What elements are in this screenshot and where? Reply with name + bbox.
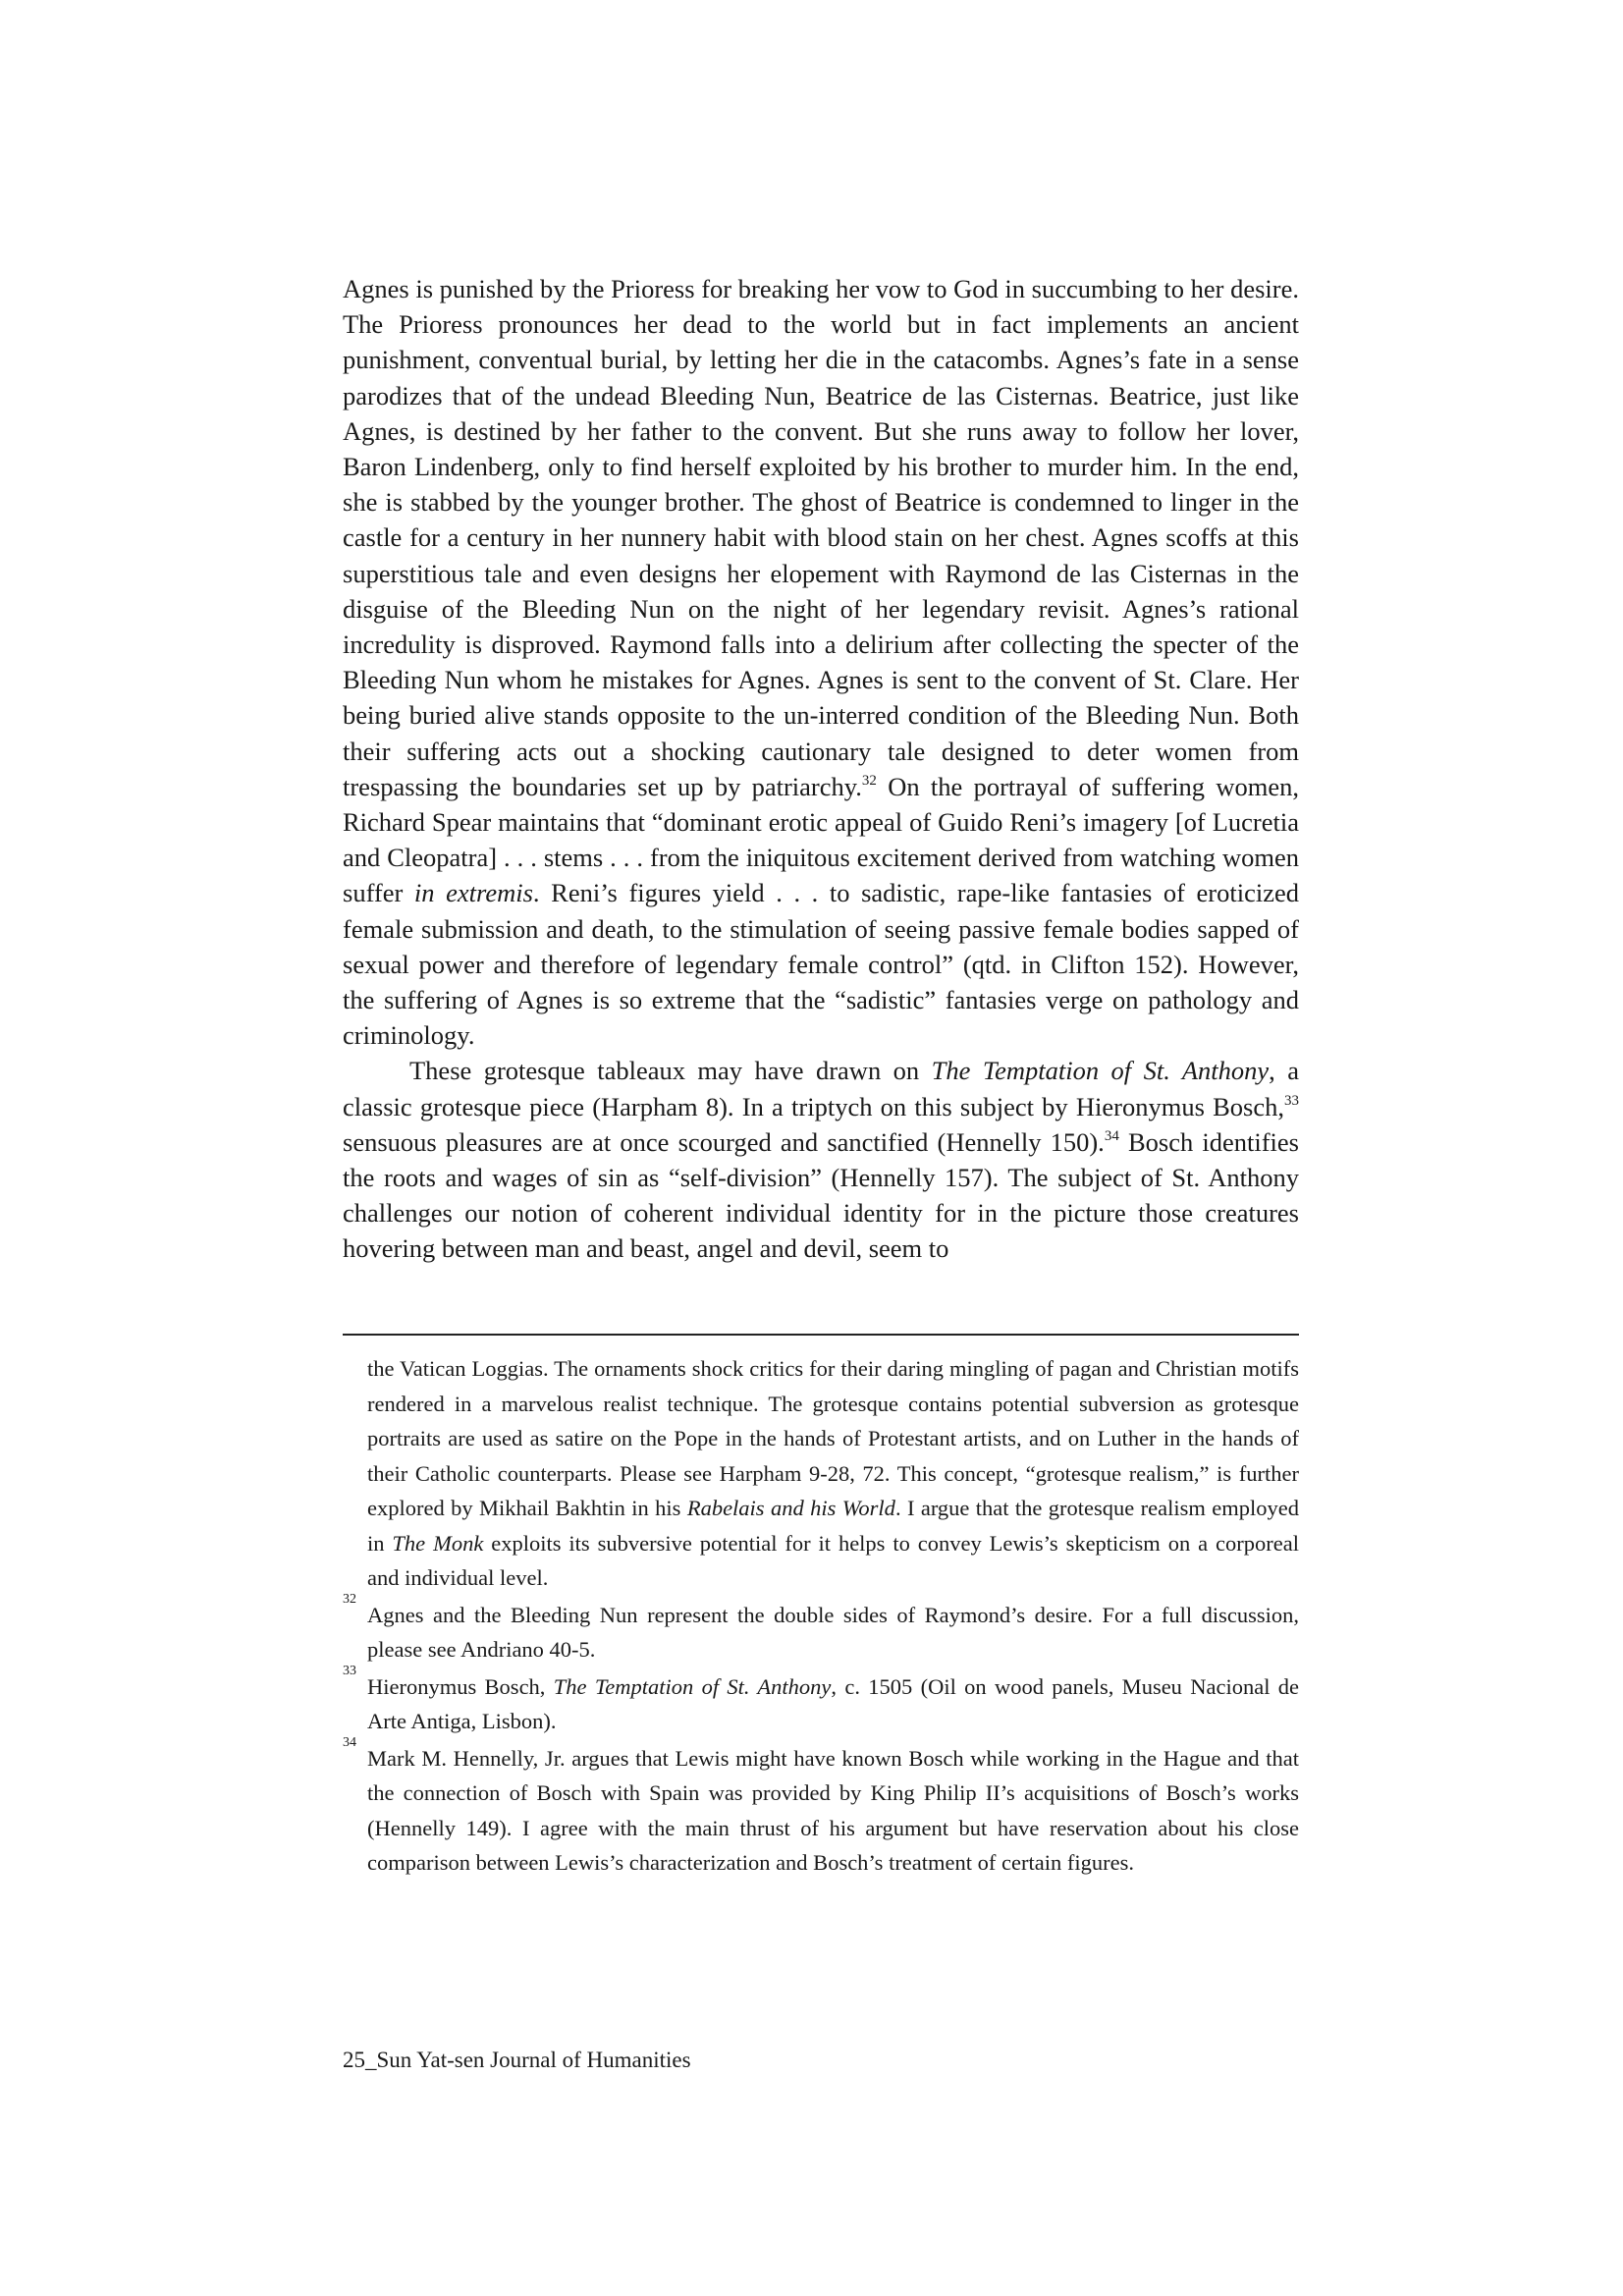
- footnote-continued: [343, 1351, 1299, 1596]
- paragraph-2-artwork-title: The Temptation of St. Anthony: [931, 1056, 1270, 1086]
- paragraph-1-text-d: . Reni’s figures yield . . . to sadistic, rape-like fantasies of eroticized female submission and death, to the stimulation of seeing passive female bodies sapped of sexual power and therefore of legendary female control” (qtd. in Clifton 152). However, the suffering of Agnes is so extreme that the “sadistic” fantasies verge on pathology and criminology.: [343, 878, 1299, 1051]
- footnote-continued-book-title: Rabelais and his World: [686, 1496, 895, 1520]
- paragraph-2-text-e: Bosch identifies the roots and wages of sin as “self-division” (Hennelly 157). The subject of St. Anthony challenges our notion of coherent individual identity for in the picture those creatures hovering between man and beast, angel and devil, seem to: [343, 1126, 1299, 1264]
- paragraph-2-text-a: These grotesque tableaux may have drawn on: [409, 1056, 932, 1086]
- footnote-number: 34: [343, 1734, 356, 1750]
- paragraph-2-text-c: , a classic grotesque piece (Harpham 8). In a triptych on this subject by Hieronymus Bosch,: [343, 1056, 1299, 1121]
- footnote-ref-34[interactable]: 34: [1104, 1127, 1119, 1144]
- paragraph-1: [343, 271, 1299, 1053]
- footnote-text: Hieronymus Bosch,: [367, 1673, 554, 1699]
- footnote-separator-rule: [343, 1334, 1299, 1336]
- footnote-text: , c. 1505 (Oil on wood panels, Museu Nacional de Arte Antiga, Lisbon).: [367, 1673, 1300, 1733]
- paragraph-2-text-d: sensuous pleasures are at once scourged and sanctified (Hennelly 150).: [343, 1126, 1105, 1157]
- page-footer: 25_Sun Yat-sen Journal of Humanities: [343, 2048, 691, 2072]
- footnote-text: Mark M. Hennelly, Jr. argues that Lewis might have known Bosch while working in the Hague and that the connection of Bosch with Spain was provided by King Philip II’s acquisitions of Bosch’s works (Hennelly 149). I agree with the main thrust of his argument but have reservation about his close comparison between Lewis’s characterization and Bosch’s treatment of certain figures.: [367, 1745, 1299, 1875]
- paragraph-1-italic-term: in extremis: [413, 878, 533, 908]
- footnote-continued-novel-title: The Monk: [392, 1530, 484, 1556]
- footnote-number: 33: [343, 1663, 356, 1678]
- footnote-number: 32: [343, 1591, 356, 1607]
- footnote-continued-text-a: the Vatican Loggias. The ornaments shock critics for their daring mingling of pagan and Christian motifs rendered in a marvelous realist technique. The grotesque contains potential subversion as grotesque portraits are used as satire on the Pope in the hands of Protestant artists, and on Luther in the hands of their Catholic counterparts. Please see Harpham 9-28, 72. This concept, “grotesque realism,” is further explored by Mikhail Bakhtin in his: [367, 1356, 1299, 1520]
- paragraph-2: [343, 1053, 1299, 1266]
- footnote-ref-32[interactable]: 32: [861, 772, 877, 789]
- main-body-text: [343, 271, 1299, 1267]
- paragraph-1-text-a: Agnes is punished by the Prioress for breaking her vow to God in succumbing to her desire. The Prioress pronounces her dead to the world but in fact implements an ancient punishment, conventual burial, by letting her die in the catacombs. Agnes’s fate in a sense parodizes that of the undead Bleeding Nun, Beatrice de las Cisternas. Beatrice, just like Agnes, is destined by her father to the convent. But she runs away to follow her lover, Baron Lindenberg, only to find herself exploited by his brother to murder him. In the end, she is stabbed by the younger brother. The ghost of Beatrice is condemned to linger in the castle for a century in her nunnery habit with blood stain on her chest. Agnes scoffs at this superstitious tale and even designs her elopement with Raymond de las Cisternas in the disguise of the Bleeding Nun on the night of her legendary revisit. Agnes’s rational incredulity is disproved. Raymond falls into a delirium after collecting the specter of the Bleeding Nun whom he mistakes for Agnes. Agnes is sent to the convent of St. Clare. Her being buried alive stands opposite to the un-interred condition of the Bleeding Nun. Both their suffering acts out a shocking cautionary tale designed to deter women from trespassing the boundaries set up by patriarchy.: [343, 274, 1299, 801]
- footnote-34: [343, 1734, 1299, 1881]
- footnote-artwork-title: The Temptation of St. Anthony: [553, 1673, 832, 1699]
- footnote-continued-text-c: . I argue that the grotesque realism employed in: [367, 1496, 1300, 1556]
- footnote-ref-33[interactable]: 33: [1284, 1092, 1299, 1109]
- paragraph-1-text-b: On the portrayal of suffering women, Richard Spear maintains that “dominant erotic appeal of Guido Reni’s imagery [of Lucretia and Cleopatra] . . . stems . . . from the iniquitous excitement derived from watching women suffer: [343, 771, 1299, 908]
- footnotes-section: [343, 1351, 1299, 1883]
- footnote-continued-text-e: exploits its subversive potential for it helps to convey Lewis’s skepticism on a corporeal and individual level.: [367, 1530, 1299, 1590]
- footnote-33: [343, 1663, 1300, 1739]
- footnote-32: [343, 1591, 1299, 1667]
- footnote-text: Agnes and the Bleeding Nun represent the double sides of Raymond’s desire. For a full discussion, please see Andriano 40-5.: [367, 1602, 1299, 1662]
